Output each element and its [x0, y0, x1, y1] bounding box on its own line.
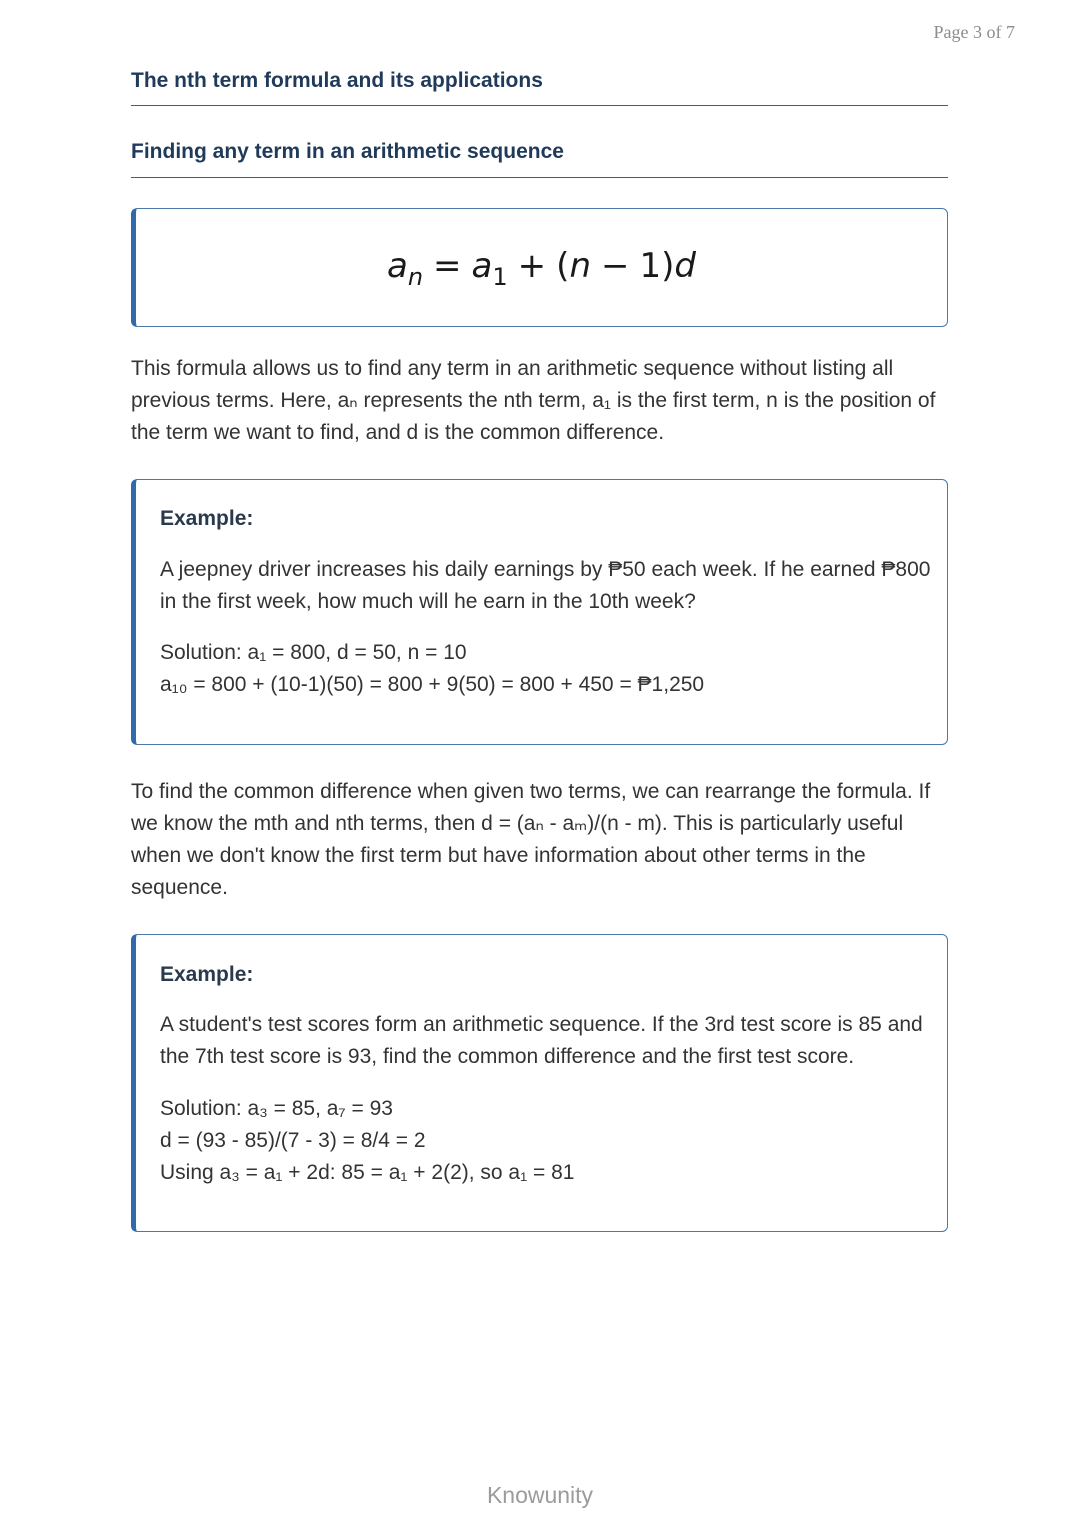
solution-line: a₁₀ = 800 + (10-1)(50) = 800 + 9(50) = 800 + 450 = ₱1,250 [160, 673, 705, 696]
formula-first-term-subscript: 1 [492, 263, 508, 291]
formula-one: 1 [639, 246, 662, 286]
example-label: Example: [160, 507, 254, 530]
example-card [131, 479, 948, 745]
solution-line: Using a₃ = a₁ + 2d: 85 = a₁ + 2(2), so a₁ = 81 [160, 1161, 575, 1184]
example-label: Example: [160, 963, 254, 986]
solution-line: d = (93 - 85)/(7 - 3) = 8/4 = 2 [160, 1129, 426, 1152]
example-problem: A jeepney driver increases his daily earnings by ₱50 each week. If he earned ₱800 in the first week, how much will he earn in the 10th week? [160, 558, 931, 613]
explanation-paragraph: This formula allows us to find any term in an arithmetic sequence without listing all previous terms. Here, aₙ represents the nth term, a₁ is the first term, n is the position of the term we want to find, and d is the common difference. [131, 357, 936, 444]
example-solution [160, 1093, 941, 1189]
formula-minus-sign: − [601, 246, 630, 286]
formula-close-paren: ) [661, 246, 675, 286]
formula-first-term-symbol: a [471, 246, 493, 286]
solution-line: Solution: a₁ = 800, d = 50, n = 10 [160, 641, 467, 664]
footer-brand: Knowunity [486, 1482, 594, 1508]
example-solution [160, 637, 941, 701]
solution-line: Solution: a₃ = 85, a₇ = 93 [160, 1097, 393, 1120]
formula-nth-term-subscript: n [407, 263, 424, 291]
section-subtitle: Finding any term in an arithmetic sequence [131, 137, 948, 178]
formula-difference-symbol: d [674, 246, 696, 286]
formula-nth-term-symbol: a [386, 246, 408, 286]
formula-open-paren: ( [556, 246, 570, 286]
formula-equals-sign: = [433, 246, 462, 286]
example-card [131, 934, 948, 1232]
formula-plus-sign: + [517, 246, 547, 286]
formula-position-symbol: n [569, 246, 591, 286]
explanation-paragraph: To find the common difference when given two terms, we can rearrange the formula. If we know the mth and nth terms, then d = (aₙ - aₘ)/(n - m). This is particularly useful when we don't know the first term but have information about other terms in the sequence. [131, 780, 931, 899]
example-problem: A student's test scores form an arithmetic sequence. If the 3rd test score is 85 and the 7th test score is 93, find the common difference and the first test score. [160, 1013, 923, 1068]
nth-term-formula [387, 246, 696, 289]
page-number: Page 3 of 7 [933, 22, 1015, 42]
section-title: The nth term formula and its applications [131, 66, 948, 106]
formula-box [131, 208, 948, 327]
